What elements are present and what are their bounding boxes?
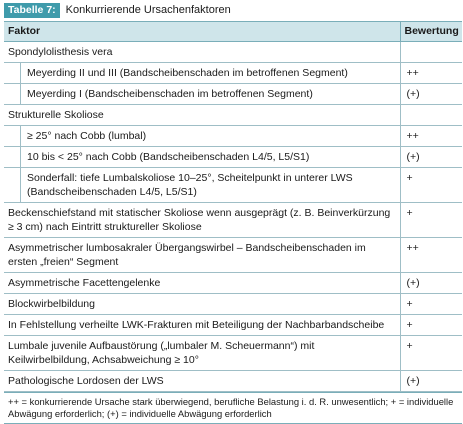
- factor-text: Asymmetrischer lumbosakraler Übergangswirbel – Bandscheibenschaden im ersten „freien“ Segment: [4, 238, 400, 273]
- table-row: [4, 294, 462, 315]
- factor-text: Asymmetrische Facettengelenke: [4, 273, 400, 294]
- table-caption: [4, 3, 459, 18]
- factor-text: In Fehlstellung verheilte LWK-Frakturen mit Beteiligung der Nachbarbandscheibe: [4, 315, 400, 336]
- factor-text: Beckenschiefstand mit statischer Skoliose wenn ausgeprägt (z. B. Beinverkürzung ≥ 3 cm) nach Eintritt struktureller Skoliose: [4, 203, 400, 238]
- table-row: [4, 203, 462, 238]
- indent-spacer: [4, 126, 21, 146]
- factor-text: Sonderfall: tiefe Lumbalskoliose 10–25°, Scheitelpunkt in unterer LWS (Bandscheibenschaden L4/5, L5/S1): [27, 172, 353, 198]
- factor-cell: [4, 168, 400, 203]
- factor-cell: [4, 84, 400, 105]
- table-row: [4, 273, 462, 294]
- table-row: [4, 147, 462, 168]
- factor-text: Pathologische Lordosen der LWS: [4, 371, 400, 392]
- indent-spacer: [4, 168, 21, 202]
- table-footnote: ++ = konkurrierende Ursache stark überwiegend, berufliche Belastung i. d. R. unwesentlich; + = individuelle Abwägung erforderlich; (+) = individuelle Abwägung erforderlich: [4, 392, 462, 424]
- rating-cell: ++: [400, 126, 462, 147]
- rating-cell: (+): [400, 147, 462, 168]
- table-row: [4, 238, 462, 273]
- rating-cell: (+): [400, 84, 462, 105]
- indent-spacer: [4, 63, 21, 83]
- rating-cell: +: [400, 203, 462, 238]
- factor-cell: [4, 147, 400, 168]
- factor-cell: [4, 126, 400, 147]
- table-row: [4, 126, 462, 147]
- factor-text: ≥ 25° nach Cobb (lumbal): [27, 130, 147, 142]
- factor-text: Lumbale juvenile Aufbaustörung („lumbaler M. Scheuermann“) mit Keilwirbelbildung, Achsabweichung ≥ 10°: [4, 336, 400, 371]
- table-row: [4, 371, 462, 392]
- rating-cell: [400, 42, 462, 63]
- factor-text: Meyerding I (Bandscheibenschaden im betroffenen Segment): [27, 88, 313, 100]
- rating-cell: ++: [400, 63, 462, 84]
- table-row: [4, 63, 462, 84]
- rating-cell: (+): [400, 273, 462, 294]
- indent-spacer: [4, 147, 21, 167]
- factors-table: [4, 21, 462, 392]
- rating-cell: +: [400, 315, 462, 336]
- factor-text: Strukturelle Skoliose: [4, 105, 400, 126]
- table-row: [4, 315, 462, 336]
- factor-text: 10 bis < 25° nach Cobb (Bandscheibenschaden L4/5, L5/S1): [27, 151, 310, 163]
- table-row: [4, 105, 462, 126]
- rating-cell: +: [400, 294, 462, 315]
- table-row: [4, 42, 462, 63]
- rating-cell: +: [400, 336, 462, 371]
- table-number-badge: Tabelle 7:: [4, 3, 60, 18]
- indent-spacer: [4, 84, 21, 104]
- rating-cell: ++: [400, 238, 462, 273]
- rating-cell: [400, 105, 462, 126]
- factor-text: Meyerding II und III (Bandscheibenschaden im betroffenen Segment): [27, 67, 348, 79]
- column-header-bewertung: Bewertung: [400, 22, 462, 42]
- table-row: [4, 84, 462, 105]
- rating-cell: (+): [400, 371, 462, 392]
- table-header-row: [4, 22, 462, 42]
- factor-cell: [4, 63, 400, 84]
- factor-text: Spondylolisthesis vera: [4, 42, 400, 63]
- factor-text: Blockwirbelbildung: [4, 294, 400, 315]
- table-body: [4, 42, 462, 392]
- table-title: Konkurrierende Ursachenfaktoren: [65, 4, 231, 16]
- table-row: [4, 168, 462, 203]
- table-row: [4, 336, 462, 371]
- column-header-faktor: Faktor: [4, 22, 400, 42]
- rating-cell: +: [400, 168, 462, 203]
